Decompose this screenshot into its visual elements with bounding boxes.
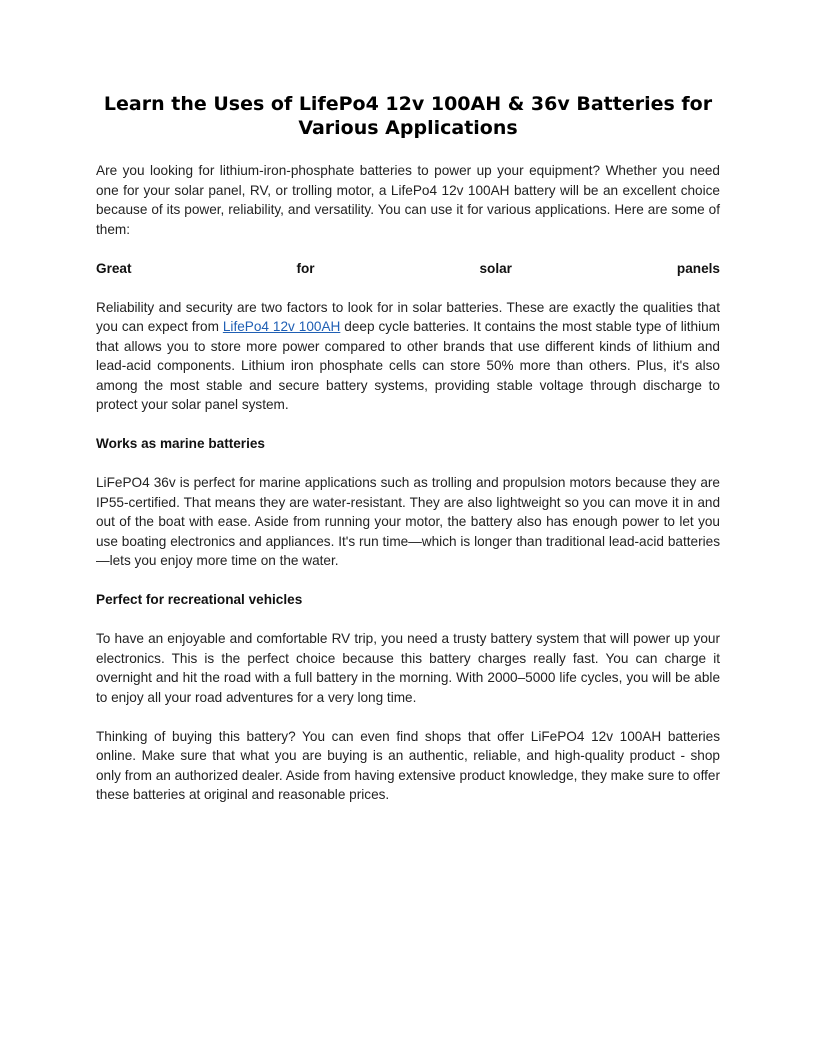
section-heading-marine: Works as marine batteries (96, 436, 265, 451)
intro-paragraph: Are you looking for lithium-iron-phosphate batteries to power up your equipment? Whether you need one for your solar panel, RV, or trolling motor, a LifePo4 12v 100AH battery will be an excellent choice because of its power, reliability, and versatility. You can use it for various applications. Here are some of them: (96, 163, 720, 237)
lifepo4-product-link[interactable]: LifePo4 12v 100AH (222, 319, 341, 334)
solar-text-before-link: Reliability and security are two factors to look for in solar batteries. These are exactly the qualities that you can expect from (96, 299, 720, 334)
document-page (96, 92, 720, 824)
solar-paragraph (96, 298, 720, 415)
section-heading-rv: Perfect for recreational vehicles (96, 592, 303, 607)
closing-paragraph: Thinking of buying this battery? You can even find shops that offer LiFePO4 12v 100AH batteries online. Make sure that what you are buying is an authentic, reliable, and high-quality product - shop only from an authorized dealer. Aside from having extensive product knowledge, they make sure to offer these batteries at original and reasonable prices. (96, 728, 720, 802)
solar-text-after-link: deep cycle batteries. It contains the most stable type of lithium that allows you to store more power compared to other brands that use different kinds of lithium and lead-acid components. Lithium iron phosphate cells can store 50% more than others. Plus, it's also among the most stable and secure battery systems, providing stable voltage through discharge to protect your solar panel system. (96, 319, 720, 412)
heading-word: for (296, 260, 315, 276)
heading-word: solar (479, 260, 512, 276)
heading-word: Great (96, 260, 132, 276)
rv-paragraph: To have an enjoyable and comfortable RV trip, you need a trusty battery system that will power up your electronics. This is the perfect choice because this battery charges really fast. You can charge it overnight and hit the road with a full battery in the morning. With 2000–5000 life cycles, you will be able to enjoy all your road adventures for a very long time. (96, 631, 720, 705)
section-heading-solar (96, 259, 720, 279)
marine-paragraph: LiFePO4 36v is perfect for marine applications such as trolling and propulsion motors because they are IP55-certified. That means they are water-resistant. They are also lightweight so you can move it in and out of the boat with ease. Aside from running your motor, the battery also has enough power to let you use boating electronics and appliances. It's run time—which is longer than traditional lead-acid batteries—lets you enjoy more time on the water. (96, 475, 720, 568)
page-title: Learn the Uses of LifePo4 12v 100AH & 36v Batteries for Various Applications (103, 93, 713, 139)
heading-word: panels (676, 260, 720, 276)
